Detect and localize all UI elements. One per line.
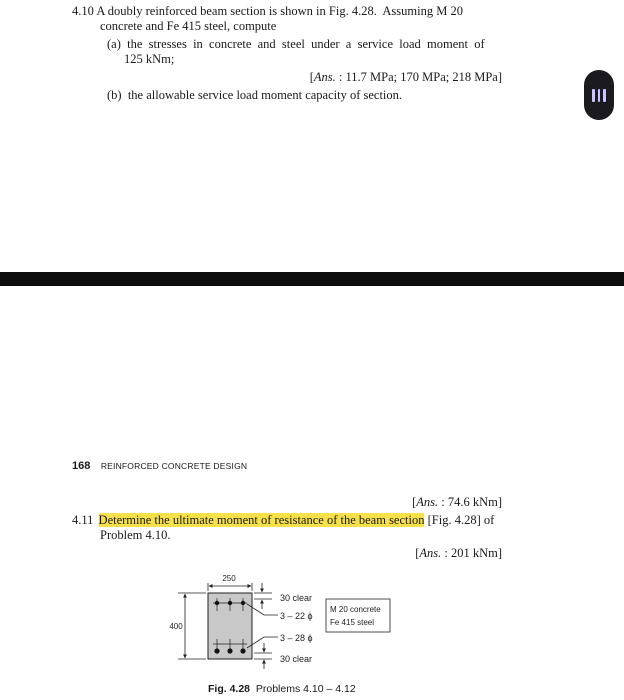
top-cover-label: 30 clear	[280, 593, 313, 603]
depth-label: 400	[169, 622, 183, 631]
answer-4-10b: [Ans. : 74.6 kNm]	[412, 495, 502, 509]
ans-label: Ans.	[313, 70, 336, 84]
bottom-bars-label: 3 – 28 ϕ	[280, 633, 313, 643]
problem-text-rest: [Fig. 4.28] of	[424, 513, 495, 527]
bottom-bar-3	[240, 648, 245, 653]
problem-number: 4.11	[72, 513, 94, 527]
material-concrete: M 20 concrete	[330, 605, 381, 614]
top-bars-label: 3 – 22 ϕ	[280, 611, 313, 621]
figure-caption	[208, 683, 356, 695]
highlighted-text: Determine the ultimate moment of resistance of the beam section	[98, 513, 425, 527]
bottom-cover-label: 30 clear	[280, 654, 313, 664]
part-a-line2: 125 kNm;	[124, 52, 175, 66]
material-steel: Fe 415 steel	[330, 618, 375, 627]
problem-text-line2: Problem 4.10.	[100, 528, 171, 542]
top-bar-2	[228, 601, 232, 605]
problem-text-line1: A doubly reinforced beam section is shown in Fig. 4.28. Assuming M 20	[96, 4, 463, 18]
top-bar-3	[241, 601, 245, 605]
caption-text: Problems 4.10 – 4.12	[250, 683, 356, 695]
page-number: 168	[72, 460, 91, 472]
part-b: (b) the allowable service load moment capacity of section.	[107, 88, 403, 102]
answer-4-11: [Ans. : 201 kNm]	[415, 546, 502, 560]
width-label: 250	[222, 574, 236, 583]
top-bar-1	[215, 601, 219, 605]
problem-text-line2: concrete and Fe 415 steel, compute	[100, 19, 277, 33]
problem-number: 4.10	[72, 4, 94, 18]
part-a-answer: [Ans. : 11.7 MPa; 170 MPa; 218 MPa]	[309, 70, 502, 84]
caption-label: Fig. 4.28	[208, 683, 251, 695]
width-dimension	[208, 583, 252, 591]
part-a-line1: (a) the stresses in concrete and steel under a service load moment of	[107, 37, 485, 51]
bottom-bar-2	[227, 648, 232, 653]
running-title: REINFORCED CONCRETE DESIGN	[100, 461, 248, 471]
bottom-bar-1	[214, 648, 219, 653]
material-box	[326, 599, 390, 632]
